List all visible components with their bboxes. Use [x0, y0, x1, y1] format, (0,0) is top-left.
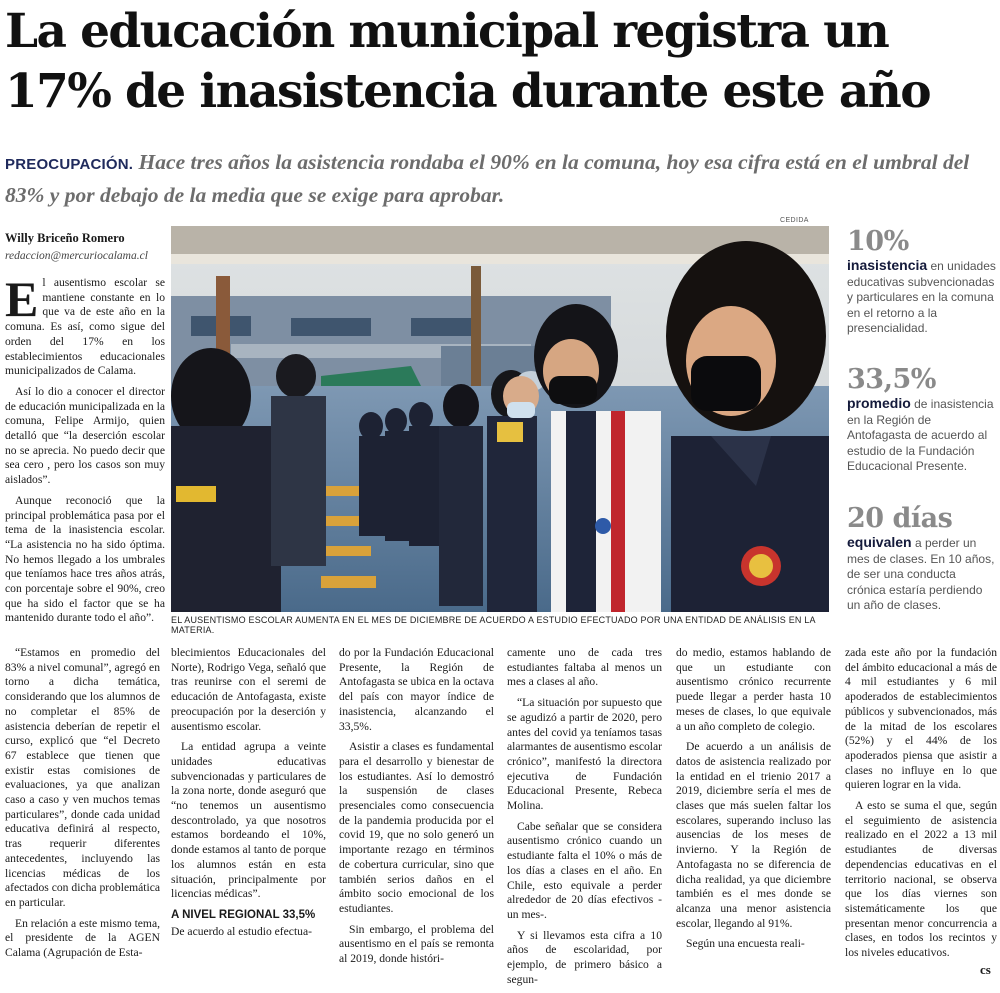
article-paragraph: A esto se suma el que, según el seguimiento de asistencia realizado en el 2022 a 13 mil estudiantes de diversas dependencias educativas en el territorio nacional, se observa que los días viernes son sistemáticamente los que presentan menor concurrencia a clases, en todos los recintos y los niveles educativos. [845, 799, 997, 960]
article-paragraph: blecimientos Educacionales del Norte), Rodrigo Vega, señaló que tras reunirse con el seremi de educación de Antofagasta, existe preocupación por la deserción y ausentismo escolar. [171, 646, 326, 733]
stat-number: 10% [847, 226, 909, 257]
article-paragraph: De acuerdo al estudio efectua- [171, 924, 312, 938]
lead-kicker: PREOCUPACIÓN. [5, 156, 134, 173]
article-paragraph: camente uno de cada tres estudiantes faltaba al menos un mes a clases al año. [507, 646, 662, 689]
headline: La educación municipal registra un 17% de inasistencia durante este año [5, 4, 930, 119]
photo-caption: EL AUSENTISMO ESCOLAR AUMENTA EN EL MES DE DICIEMBRE DE ACUERDO A ESTUDIO EFECTUADO POR UNA ENTIDAD DE ANÁLISIS EN LA MATERIA. [171, 615, 816, 635]
lead [5, 147, 995, 210]
photo-credit: CEDIDA [780, 217, 809, 224]
section-subtitle: A NIVEL REGIONAL 33,5% [171, 908, 316, 921]
article-column-2 [171, 646, 326, 945]
article-paragraph: Asistir a clases es fundamental para el desarrollo y bienestar de los estudiantes. Así lo demostró la suspensión de clases presenciales como consecuencia de la pandemia producida por el covid 19, que no solo generó un importante rezago en términos de cobertura curricular, sino que también serios daños en el ámbito socio emocional de los estudiantes. [339, 740, 494, 915]
article-paragraph: Cabe señalar que se considera ausentismo crónico cuando un estudiante falta el 10% o más de los días a clases en el año. En Chile, esto equivale a perder alrededor de 20 días efectivos -un mes-. [507, 819, 662, 921]
stat-box [847, 503, 997, 614]
author-email[interactable]: redaccion@mercuriocalama.cl [5, 250, 148, 262]
dropcap: E [5, 271, 39, 327]
stat-number: 20 días [847, 503, 953, 534]
article-paragraph: En relación a este mismo tema, el presidente de la AGEN Calama (Agrupación de Esta- [5, 916, 160, 960]
article-paragraph: zada este año por la fundación del ámbito educacional a más de 4 mil estudiantes y 6 mil apoderados de establecimientos públicos y subvencionados, más de la mitad de los escolares (52%) y el 44% de los apoderados piensa que asistir a clases no influye en lo que quieren lograr en la vida. [845, 646, 997, 792]
article-column-5 [676, 646, 831, 958]
article-paragraph: El ausentismo escolar se mantiene constante en lo que va de este año en la comuna. Es así, como sigue del orden del 17% en los establecimientos educacionales municipalizados de Calama. [5, 271, 165, 378]
article-paragraph: do medio, estamos hablando de que un estudiante con ausentismo crónico recurrente puede llegar a perder hasta 10 meses de clases, lo que equivale a un año completo de colegio. [676, 646, 831, 733]
author: Willy Briceño Romero [5, 231, 125, 245]
article-paragraph: Sin embargo, el problema del ausentismo en el país se remonta al 2019, donde históri- [339, 922, 494, 966]
article-column-4 [507, 646, 662, 993]
article-column-6 [845, 646, 997, 967]
article-column-1 [5, 271, 165, 632]
article-paragraph: “La situación por supuesto que se agudizó a partir de 2020, pero antes del covid ya teníamos tasas alarmantes de ausentismo escolar crónico”, manifestó la directora ejecutiva de Fundación Educacional Presente, Rebeca Molina. [507, 696, 662, 813]
article-paragraph: Así lo dio a conocer el director de educación municipalizada en la comuna, Felipe Armijo, quien detalló que “la deserción escolar no se aprecia. No puedo decir que sea cero , pero los casos son muy aislados”. [5, 384, 165, 487]
lead-text: Hace tres años la asistencia rondaba el 90% en la comuna, hoy esa cifra está en el umbral del 83% y por debajo de la media que se exige para aprobar. [5, 150, 970, 207]
article-column-1-bottom [5, 646, 160, 967]
byline [5, 231, 170, 264]
article-paragraph: De acuerdo a un análisis de datos de asistencia realizado por la entidad en el trienio 2017 a 2019, diciembre sería el mes de clases que más suelen faltar los escolares, superando incluso las ausencias de los meses de invierno. Y la Región de Antofagasta no se diferencia de dicha realidad, ya que diciembre también es el mes donde se alcanza una menor asistencia escolar, llegando al 91%. [676, 740, 831, 930]
article-paragraph: La entidad agrupa a veinte unidades educativas subvencionadas y particulares de la zona norte, donde aseguró que “no tenemos un ausentismo descontrolado, ya que nosotros estamos bordeando el 10%, donde estamos al tanto de porque los alumnos están en esta situación, principalmente por licencias médicas”. [171, 740, 326, 901]
end-mark: cs [980, 962, 991, 977]
stat-box [847, 364, 997, 475]
stat-number: 33,5% [847, 364, 936, 395]
article-paragraph: Y si llevamos esta cifra a 10 años de escolaridad, por ejemplo, de primero básico a segun- [507, 928, 662, 986]
stat-text: inasistencia en unidades educativas subvencionadas y particulares en la comuna en el retorno a la presencialidad. [847, 257, 996, 335]
article-paragraph: do por la Fundación Educacional Presente, la Región de Antofagasta se ubica en la octava del país con mayor índice de inasistencia, alcanzando el 33,5%. [339, 646, 494, 733]
stat-text: equivalen a perder un mes de clases. En 10 años, de ser una conducta crónica estaría perdiendo un año de clases. [847, 534, 995, 612]
article-paragraph: Aunque reconoció que la principal problemática pasa por el tema de la inasistencia escolar. “La asistencia no ha sido óptima. No hemos llegado a los umbrales que teníamos hace tres años atrás, con porcentaje sobre el 90%, creo que ha sido el factor que se ha mantenido durante todo el año”. [5, 493, 165, 625]
stat-box [847, 226, 997, 337]
stat-text: promedio de inasistencia en la Región de Antofagasta de acuerdo al estudio de la Fundación Educacional Presente. [847, 395, 994, 473]
article-photo [171, 226, 829, 612]
article-paragraph: Según una encuesta reali- [686, 937, 805, 951]
article-paragraph: “Estamos en promedio del 83% a nivel comunal”, agregó en torno a dicha temática, considerando que los alumnos de no completar el 85% de asistencia deberían de repetir el curso, explicó que “el Decreto 67 establece que tienen que existir estas comisiones de evaluaciones, ya que analizan caso a caso y ven muchos temas particulares”, donde cada unidad educativa definirá al respecto, tras requerir diferentes antecedentes, incluyendo las licencias médicas de los afectados con dicha problemática en particular. [5, 646, 160, 909]
students-photo [171, 226, 829, 612]
article-column-3 [339, 646, 494, 973]
